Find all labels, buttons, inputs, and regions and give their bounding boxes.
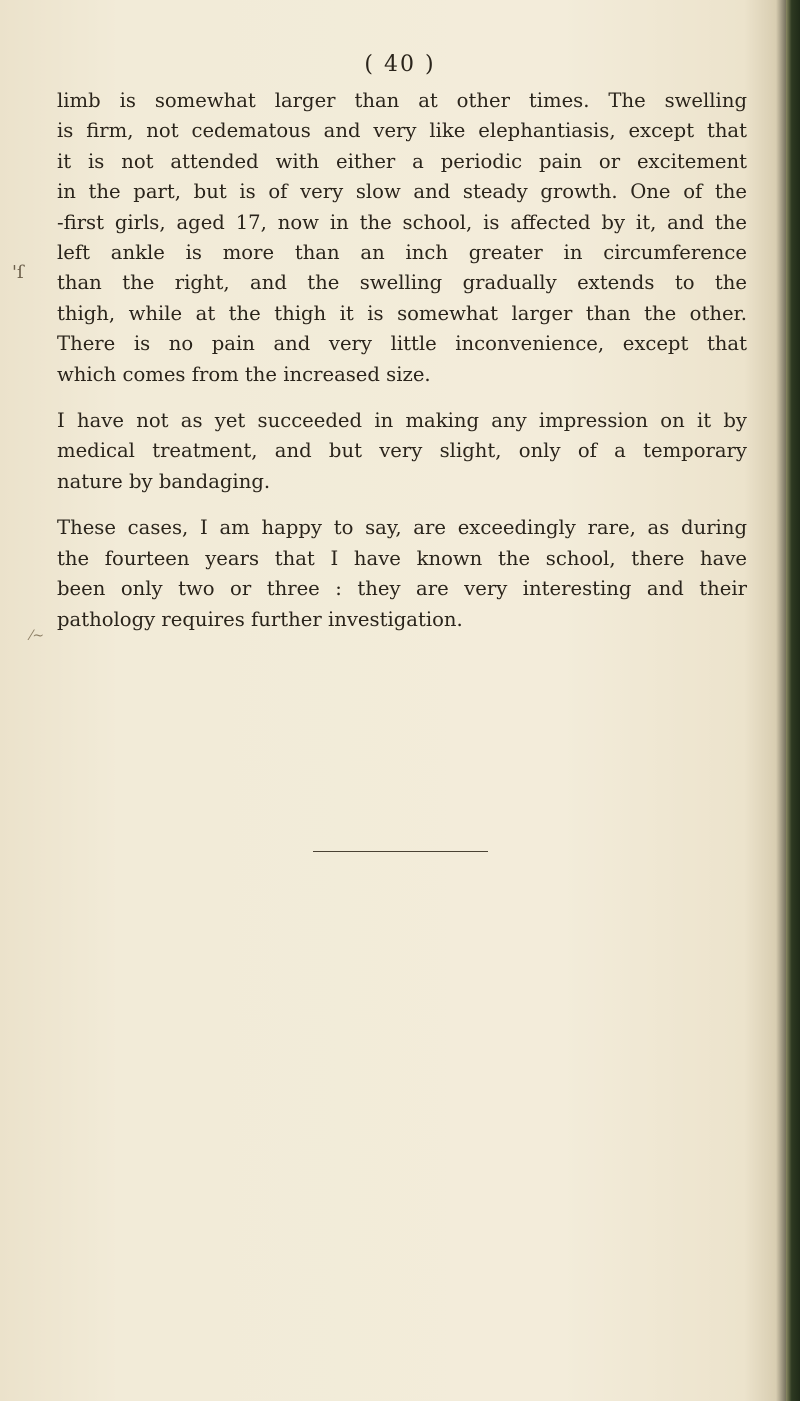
text-line: There is no pain and very little inconvenience, except that: [57, 332, 747, 356]
text-line: medical treatment, and but very slight, only of a temporary: [57, 439, 747, 463]
text-line: been only two or three : they are very interesting and their: [57, 577, 747, 601]
text-line: pathology requires further investigation.: [57, 607, 463, 631]
text-line: is firm, not cedematous and very like elephantiasis, except that: [57, 119, 747, 143]
section-divider-rule: [313, 851, 488, 852]
text-line: the fourteen years that I have known the school, there have: [57, 546, 747, 570]
paragraph-1: [57, 86, 747, 390]
text-line: nature by bandaging.: [57, 469, 271, 493]
text-line: -first girls, aged 17, now in the school, is affected by it, and the: [57, 210, 747, 234]
text-line: limb is somewhat larger than at other times. The swelling: [57, 89, 747, 112]
body-text: [57, 86, 747, 635]
text-line: in the part, but is of very slow and steady growth. One of the: [57, 180, 747, 204]
page-number: ( 40 ): [364, 52, 436, 77]
text-line: thigh, while at the thigh it is somewhat larger than the other.: [57, 301, 747, 325]
margin-pencil-mark-2: ⁄~: [30, 628, 45, 644]
margin-pencil-mark: 'ſ: [12, 262, 24, 283]
text-line: These cases, I am happy to say, are exceedingly rare, as during: [57, 516, 747, 540]
paragraph-2: [57, 406, 747, 497]
paragraph-3: [57, 513, 747, 635]
text-line: I have not as yet succeeded in making any impression on it by: [57, 409, 747, 433]
text-line: which comes from the increased size.: [57, 362, 431, 386]
text-line: it is not attended with either a periodic pain or excitement: [57, 149, 747, 173]
page-edge-shadow: [786, 0, 800, 1401]
text-line: than the right, and the swelling gradually extends to the: [57, 271, 747, 295]
text-line: left ankle is more than an inch greater in circumference: [57, 241, 747, 265]
